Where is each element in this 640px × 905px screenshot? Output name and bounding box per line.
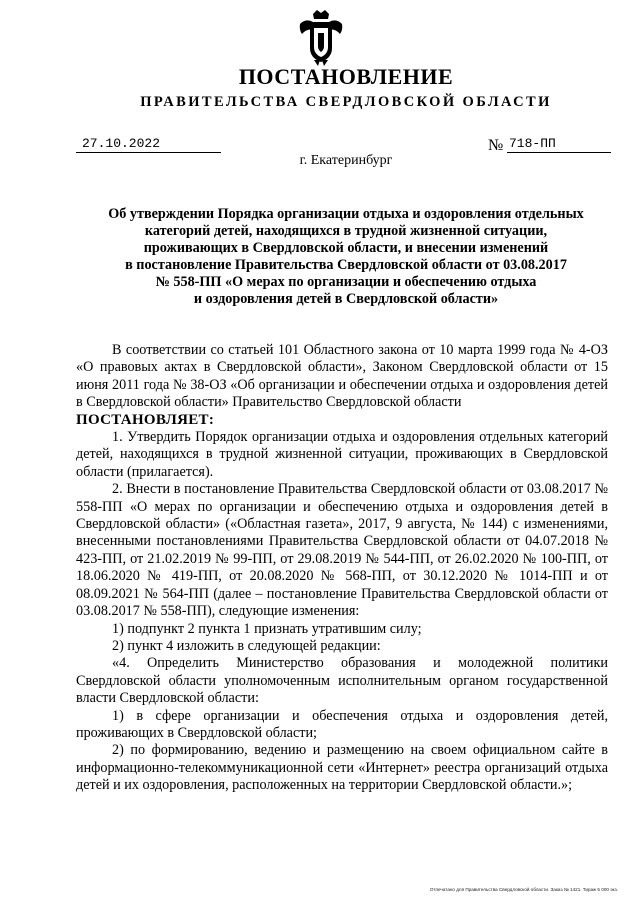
- paragraph-1: 1. Утвердить Порядок организации отдыха и оздоровления отдельных категорий детей, находящихся в трудной жизненной ситуации, проживающих в Свердловской области (прилагается).: [76, 429, 608, 480]
- heading-line: и оздоровления детей в Свердловской области»: [193, 291, 499, 307]
- city: г. Екатеринбург: [299, 153, 393, 168]
- subparagraph-4-2: 2) по формированию, ведению и размещению на своем официальном сайте в информационно-телекоммуникационной сети «Интернет» реестра организаций отдыха детей и их оздоровления, расположенных на территории Свердловской области.»;: [76, 742, 608, 794]
- document-type-title: ПОСТАНОВЛЕНИЕ: [238, 64, 454, 89]
- subparagraph-2-1: 1) подпункт 2 пункта 1 признать утратившим силу;: [112, 620, 422, 637]
- heading-line: Об утверждении Порядка организации отдыха и оздоровления отдельных: [108, 206, 584, 222]
- document-heading: [76, 206, 616, 308]
- document-body: [76, 342, 608, 795]
- new-paragraph-4: «4. Определить Министерство образования и молодежной политики Свердловской области уполномоченным исполнительным органом государственной власти Свердловской области:: [76, 655, 608, 707]
- paragraph-2: 2. Внести в постановление Правительства Свердловской области от 03.08.2017 № 558-ПП «О мерах по организации и обеспечению отдыха и оздоровления детей в Свердловской области» («Областная газета», 2017, 9 августа, № 144) с изменениями, внесенными постановлениями Правительства Свердловской области от 04.07.2018 № 423-ПП, от 21.02.2019 № 99-ПП, от 29.08.2019 № 544-ПП, от 26.02.2020 № 100-ПП, от 18.06.2020 № 419-ПП, от 20.08.2020 № 568-ПП, от 30.12.2020 № 1014-ПП и от 08.09.2021 № 564-ПП (далее – постановление Правительства Свердловской области от 03.08.2017 № 558-ПП), следующие изменения:: [76, 481, 608, 620]
- resolve-word: ПОСТАНОВЛЯЕТ:: [76, 411, 215, 428]
- print-imprint: Отпечатано для Правительства Свердловской области. Заказ № 1421. Тираж 5 000 экз.: [429, 887, 618, 892]
- document-number: 718-ПП: [507, 136, 611, 153]
- heading-line: проживающих в Свердловской области, и внесении изменений: [143, 240, 549, 256]
- document-date: 27.10.2022: [76, 136, 221, 153]
- coat-of-arms-emblem: [298, 10, 344, 66]
- subparagraph-2-2: 2) пункт 4 изложить в следующей редакции:: [112, 637, 381, 654]
- issuing-authority: ПРАВИТЕЛЬСТВА СВЕРДЛОВСКОЙ ОБЛАСТИ: [140, 94, 552, 110]
- subparagraph-4-1: 1) в сфере организации и обеспечения отдыха и оздоровления детей, проживающих в Свердловской области;: [76, 707, 608, 741]
- heading-line: № 558-ПП «О мерах по организации и обеспечению отдыха: [155, 274, 537, 290]
- preamble-paragraph: В соответствии со статьей 101 Областного закона от 10 марта 1999 года № 4-ОЗ «О правовых актах в Свердловской области», Законом Свердловской области от 15 июня 2011 года № 38-ОЗ «Об организации и обеспечении отдыха и оздоровления детей в Свердловской области» Правительство Свердловской области: [76, 342, 608, 411]
- number-sign: №: [488, 137, 504, 154]
- heading-line: в постановление Правительства Свердловской области от 03.08.2017: [125, 257, 567, 273]
- heading-line: категорий детей, находящихся в трудной жизненной ситуации,: [144, 223, 548, 239]
